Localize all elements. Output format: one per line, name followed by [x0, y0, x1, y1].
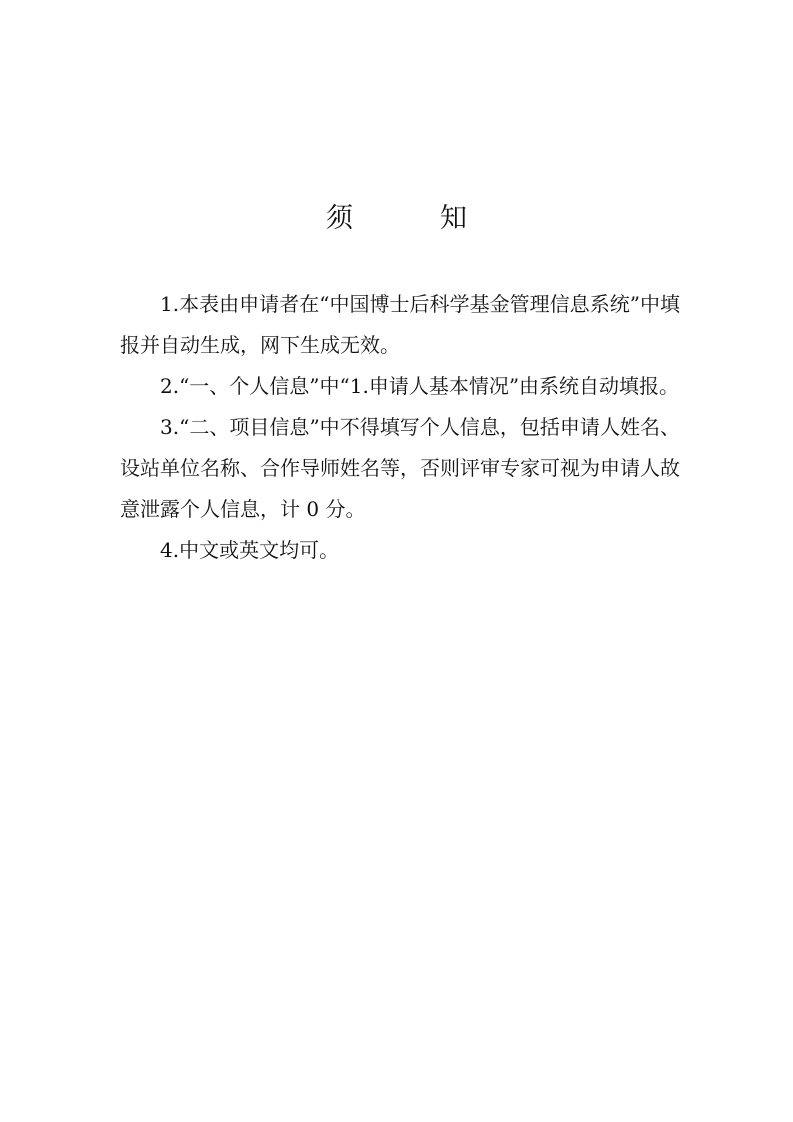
page-title: 须 知: [326, 203, 497, 235]
notice-item-3: 3.“二、项目信息”中不得填写个人信息，包括申请人姓名、设站单位名称、合作导师姓名等，否则评审专家可视为申请人故意泄露个人信息，计 0 分。: [120, 415, 680, 521]
notice-item-4: 4.中文或英文均可。: [160, 538, 340, 562]
notice-list: [120, 284, 680, 571]
notice-item-1: 1.本表由申请者在“中国博士后科学基金管理信息系统”中填报并自动生成，网下生成无效。: [120, 292, 680, 357]
notice-item-2: 2.“一、个人信息”中“1.申请人基本情况”由系统自动填报。: [160, 374, 680, 398]
